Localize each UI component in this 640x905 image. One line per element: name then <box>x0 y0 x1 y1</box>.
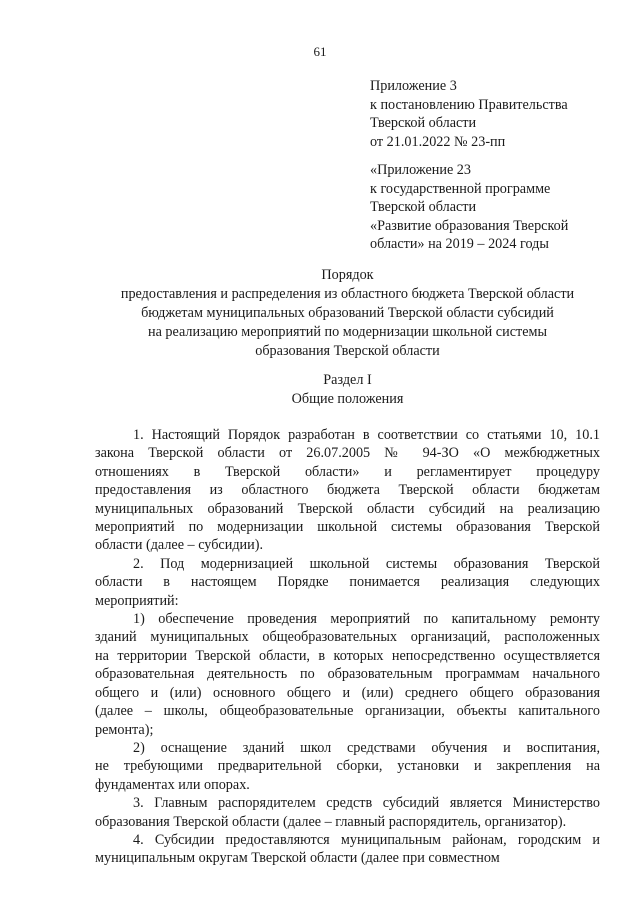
paragraph-line: 3. Главным распорядителем средств субсидий является Министерство <box>133 795 600 812</box>
appendix-23-line: Тверской области <box>370 199 477 216</box>
title-line: Порядок <box>321 267 374 283</box>
appendix-3-line: Тверской области <box>370 115 477 132</box>
paragraph-line: мероприятий: <box>95 592 179 609</box>
paragraph-line: области (далее – субсидии). <box>95 537 263 554</box>
paragraph-line: предоставления из областного бюджета Тверской области бюджетам <box>95 482 600 499</box>
document-body <box>95 426 600 868</box>
paragraph-line: муниципальных образований Тверской области субсидий на реализацию <box>95 500 600 517</box>
section-name: Общие положения <box>291 391 404 407</box>
paragraph-line: на территории Тверской области, в которых непосредственно осуществляется <box>95 647 600 664</box>
paragraph-line: образования Тверской области (далее – главный распорядитель, организатор). <box>95 813 567 830</box>
paragraph-line: отношениях в Тверской области» и регламентирует процедуру <box>95 463 600 480</box>
title-line: бюджетам муниципальных образований Тверской области субсидий <box>141 305 554 321</box>
document-title <box>95 266 600 361</box>
paragraph <box>95 739 600 794</box>
appendix-23-header <box>370 161 615 254</box>
appendix-23-line: «Приложение 23 <box>370 162 471 178</box>
section-heading <box>95 371 600 409</box>
paragraph-line: мероприятий по модернизации школьной системы образования Тверской <box>95 519 600 536</box>
paragraph <box>95 426 600 555</box>
appendix-3-line: к постановлению Правительства <box>370 96 568 113</box>
paragraph-line: зданий муниципальных общеобразовательных организаций, расположенных <box>95 629 600 646</box>
title-line: на реализацию мероприятий по модернизации школьной системы <box>147 324 547 340</box>
paragraph-line: области в настоящем Порядке понимается реализация следующих <box>95 574 600 591</box>
section-number: Раздел I <box>323 372 372 388</box>
appendix-23-line: области» на 2019 – 2024 годы <box>370 236 549 253</box>
paragraph-line: 1. Настоящий Порядок разработан в соответствии со статьями 10, 10.1 <box>133 427 600 443</box>
appendix-3-line: Приложение 3 <box>370 78 457 94</box>
paragraph-line: 1) обеспечение проведения мероприятий по капитальному ремонту <box>133 611 600 628</box>
paragraph-line: 2) оснащение зданий школ средствами обучения и воспитания, <box>133 739 600 756</box>
appendix-23-line: «Развитие образования Тверской <box>370 217 569 234</box>
paragraph-line: общего и (или) основного общего и (или) среднего общего образования <box>95 684 600 701</box>
appendix-3-header <box>370 77 615 151</box>
paragraph <box>95 610 600 739</box>
appendix-23-line: к государственной программе <box>370 180 551 197</box>
paragraph <box>95 555 600 610</box>
paragraph <box>95 794 600 831</box>
paragraph-line: 4. Субсидии предоставляются муниципальным районам, городским и <box>133 831 600 848</box>
page-number: 61 <box>313 44 327 59</box>
appendix-3-line: от 21.01.2022 № 23-пп <box>370 133 506 150</box>
paragraph-line: 2. Под модернизацией школьной системы образования Тверской <box>133 555 600 572</box>
paragraph-line: не требующими предварительной сборки, установки и закрепления на <box>95 758 600 775</box>
paragraph-line: фундаментах или опорах. <box>95 776 250 793</box>
paragraph-line: образовательная деятельность по образовательным программам начального <box>95 666 600 683</box>
paragraph <box>95 831 600 868</box>
paragraph-line: муниципальным округам Тверской области (далее при совместном <box>95 850 500 867</box>
paragraph-line: ремонта); <box>95 721 154 738</box>
title-line: образования Тверской области <box>255 343 440 359</box>
title-line: предоставления и распределения из областного бюджета Тверской области <box>120 286 575 302</box>
paragraph-line: (далее – школы, общеобразовательные организации, объекты капитального <box>95 703 600 720</box>
paragraph-line: закона Тверской области от 26.07.2005 № 94-ЗО «О межбюджетных <box>95 445 600 462</box>
